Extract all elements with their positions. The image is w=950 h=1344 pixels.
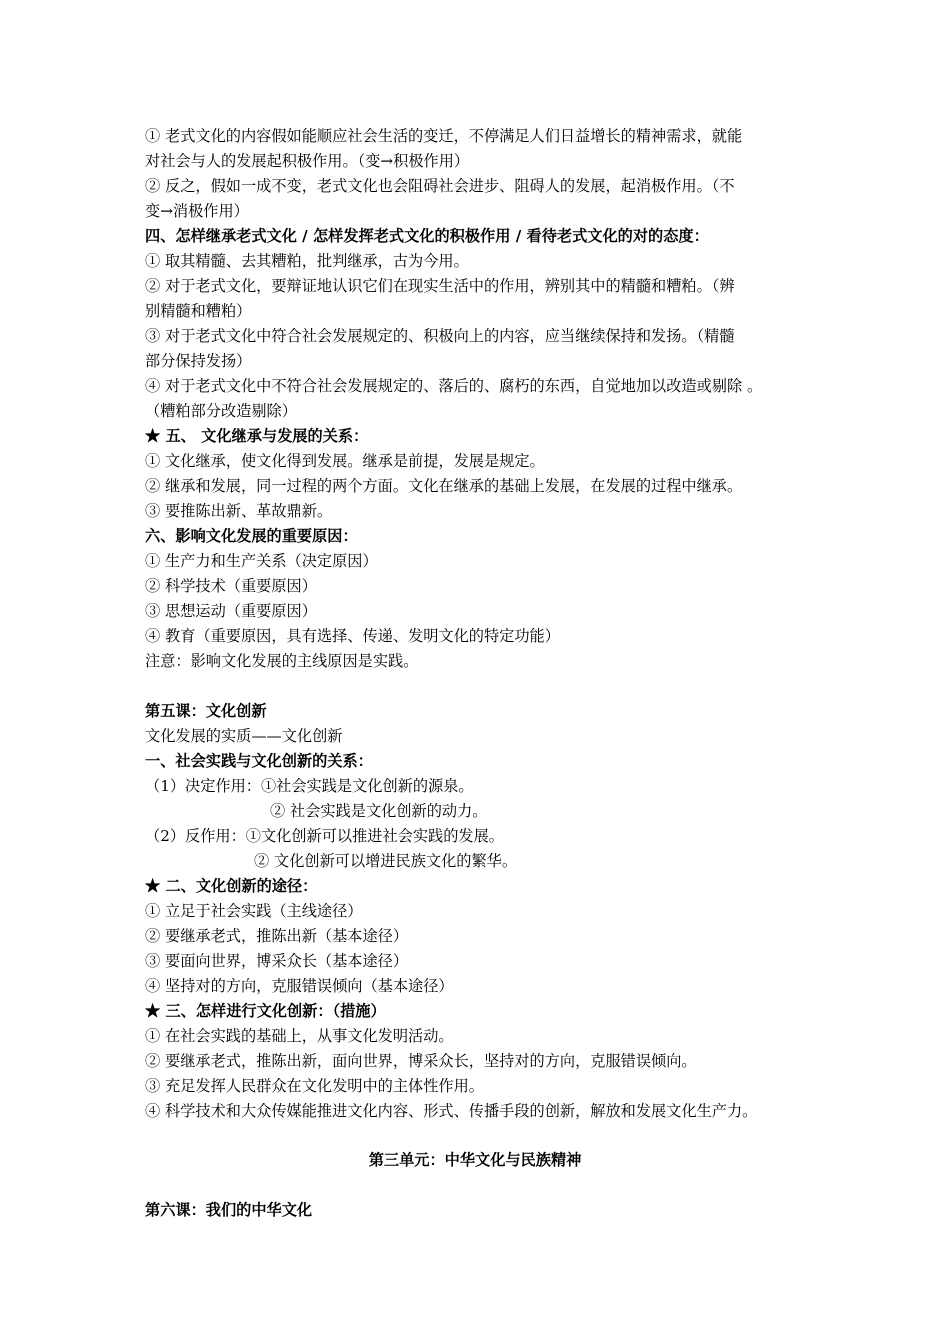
text-line: ③ 思想运动（重要原因） <box>145 602 317 620</box>
text-line: 注意：影响文化发展的主线原因是实践。 <box>145 652 419 670</box>
section-heading: ★ 二、文化创新的途径： <box>145 877 318 895</box>
text-line: ① 文化继承，使文化得到发展。继承是前提，发展是规定。 <box>145 452 545 470</box>
section-heading: ★ 五、 文化继承与发展的关系： <box>145 427 369 445</box>
text-line: ② 要继承老式，推陈出新，面向世界，博采众长，坚持对的方向，克服错误倾向。 <box>145 1052 697 1070</box>
text-line: （1）决定作用：①社会实践是文化创新的源泉。 <box>145 777 474 795</box>
text-line: ② 社会实践是文化创新的动力。 <box>270 802 488 820</box>
text-line: （2）反作用：①文化创新可以推进社会实践的发展。 <box>145 827 504 845</box>
text-line: ② 科学技术（重要原因） <box>145 577 317 595</box>
section-heading: 六、影响文化发展的重要原因： <box>145 527 358 545</box>
lesson-title: 第六课：我们的中华文化 <box>145 1201 313 1219</box>
text-line: 变→消极作用） <box>145 202 249 220</box>
text-line: 部分保持发扬） <box>145 352 252 370</box>
section-heading: 四、怎样继承老式文化 / 怎样发挥老式文化的积极作用 / 看待老式文化的对的态度： <box>145 227 709 245</box>
text-line: ③ 要推陈出新、革故鼎新。 <box>145 502 333 520</box>
text-line: ③ 充足发挥人民群众在文化发明中的主体性作用。 <box>145 1077 484 1095</box>
text-line: ② 继承和发展，同一过程的两个方面。文化在继承的基础上发展，在发展的过程中继承。 <box>145 477 743 495</box>
text-line: ① 生产力和生产关系（决定原因） <box>145 552 378 570</box>
text-line: ② 文化创新可以增进民族文化的繁华。 <box>254 852 518 870</box>
unit-title: 第三单元：中华文化与民族精神 <box>368 1151 582 1169</box>
text-line: （糟粕部分改造剔除） <box>145 402 297 420</box>
text-line: ④ 对于老式文化中不符合社会发展规定的、落后的、腐朽的东西，自觉地加以改造或剔除 。 <box>145 377 763 395</box>
text-line: ③ 要面向世界，博采众长（基本途径） <box>145 952 409 970</box>
text-line: ④ 科学技术和大众传媒能推进文化内容、形式、传播手段的创新，解放和发展文化生产力。 <box>145 1102 758 1120</box>
section-heading: 一、社会实践与文化创新的关系： <box>145 752 373 770</box>
text-line: ① 立足于社会实践（主线途径） <box>145 902 363 920</box>
text-line: 对社会与人的发展起积极作用。（变→积极作用） <box>145 152 470 170</box>
text-line: ② 要继承老式，推陈出新（基本途径） <box>145 927 409 945</box>
text-line: ④ 教育（重要原因，具有选择、传递、发明文化的特定功能） <box>145 627 560 645</box>
lesson-title: 第五课：文化创新 <box>145 702 267 720</box>
text-line: 文化发展的实质——文化创新 <box>145 727 343 745</box>
text-line: ② 对于老式文化，要辩证地认识它们在现实生活中的作用，辨别其中的精髓和糟粕。（辨 <box>145 277 735 295</box>
text-line: ④ 坚持对的方向，克服错误倾向（基本途径） <box>145 977 454 995</box>
text-line: 别精髓和糟粕） <box>145 302 252 320</box>
text-line: ③ 对于老式文化中符合社会发展规定的、积极向上的内容，应当继续保持和发扬。（精髓 <box>145 327 735 345</box>
text-line: ① 在社会实践的基础上，从事文化发明活动。 <box>145 1027 454 1045</box>
text-line: ② 反之，假如一成不变，老式文化也会阻碍社会进步、阻碍人的发展，起消极作用。（不 <box>145 177 735 195</box>
section-heading: ★ 三、怎样进行文化创新：（措施） <box>145 1002 386 1020</box>
text-line: ① 取其精髓、去其糟粕，批判继承，古为今用。 <box>145 252 469 270</box>
text-line: ① 老式文化的内容假如能顺应社会生活的变迁，不停满足人们日益增长的精神需求，就能 <box>145 127 743 145</box>
